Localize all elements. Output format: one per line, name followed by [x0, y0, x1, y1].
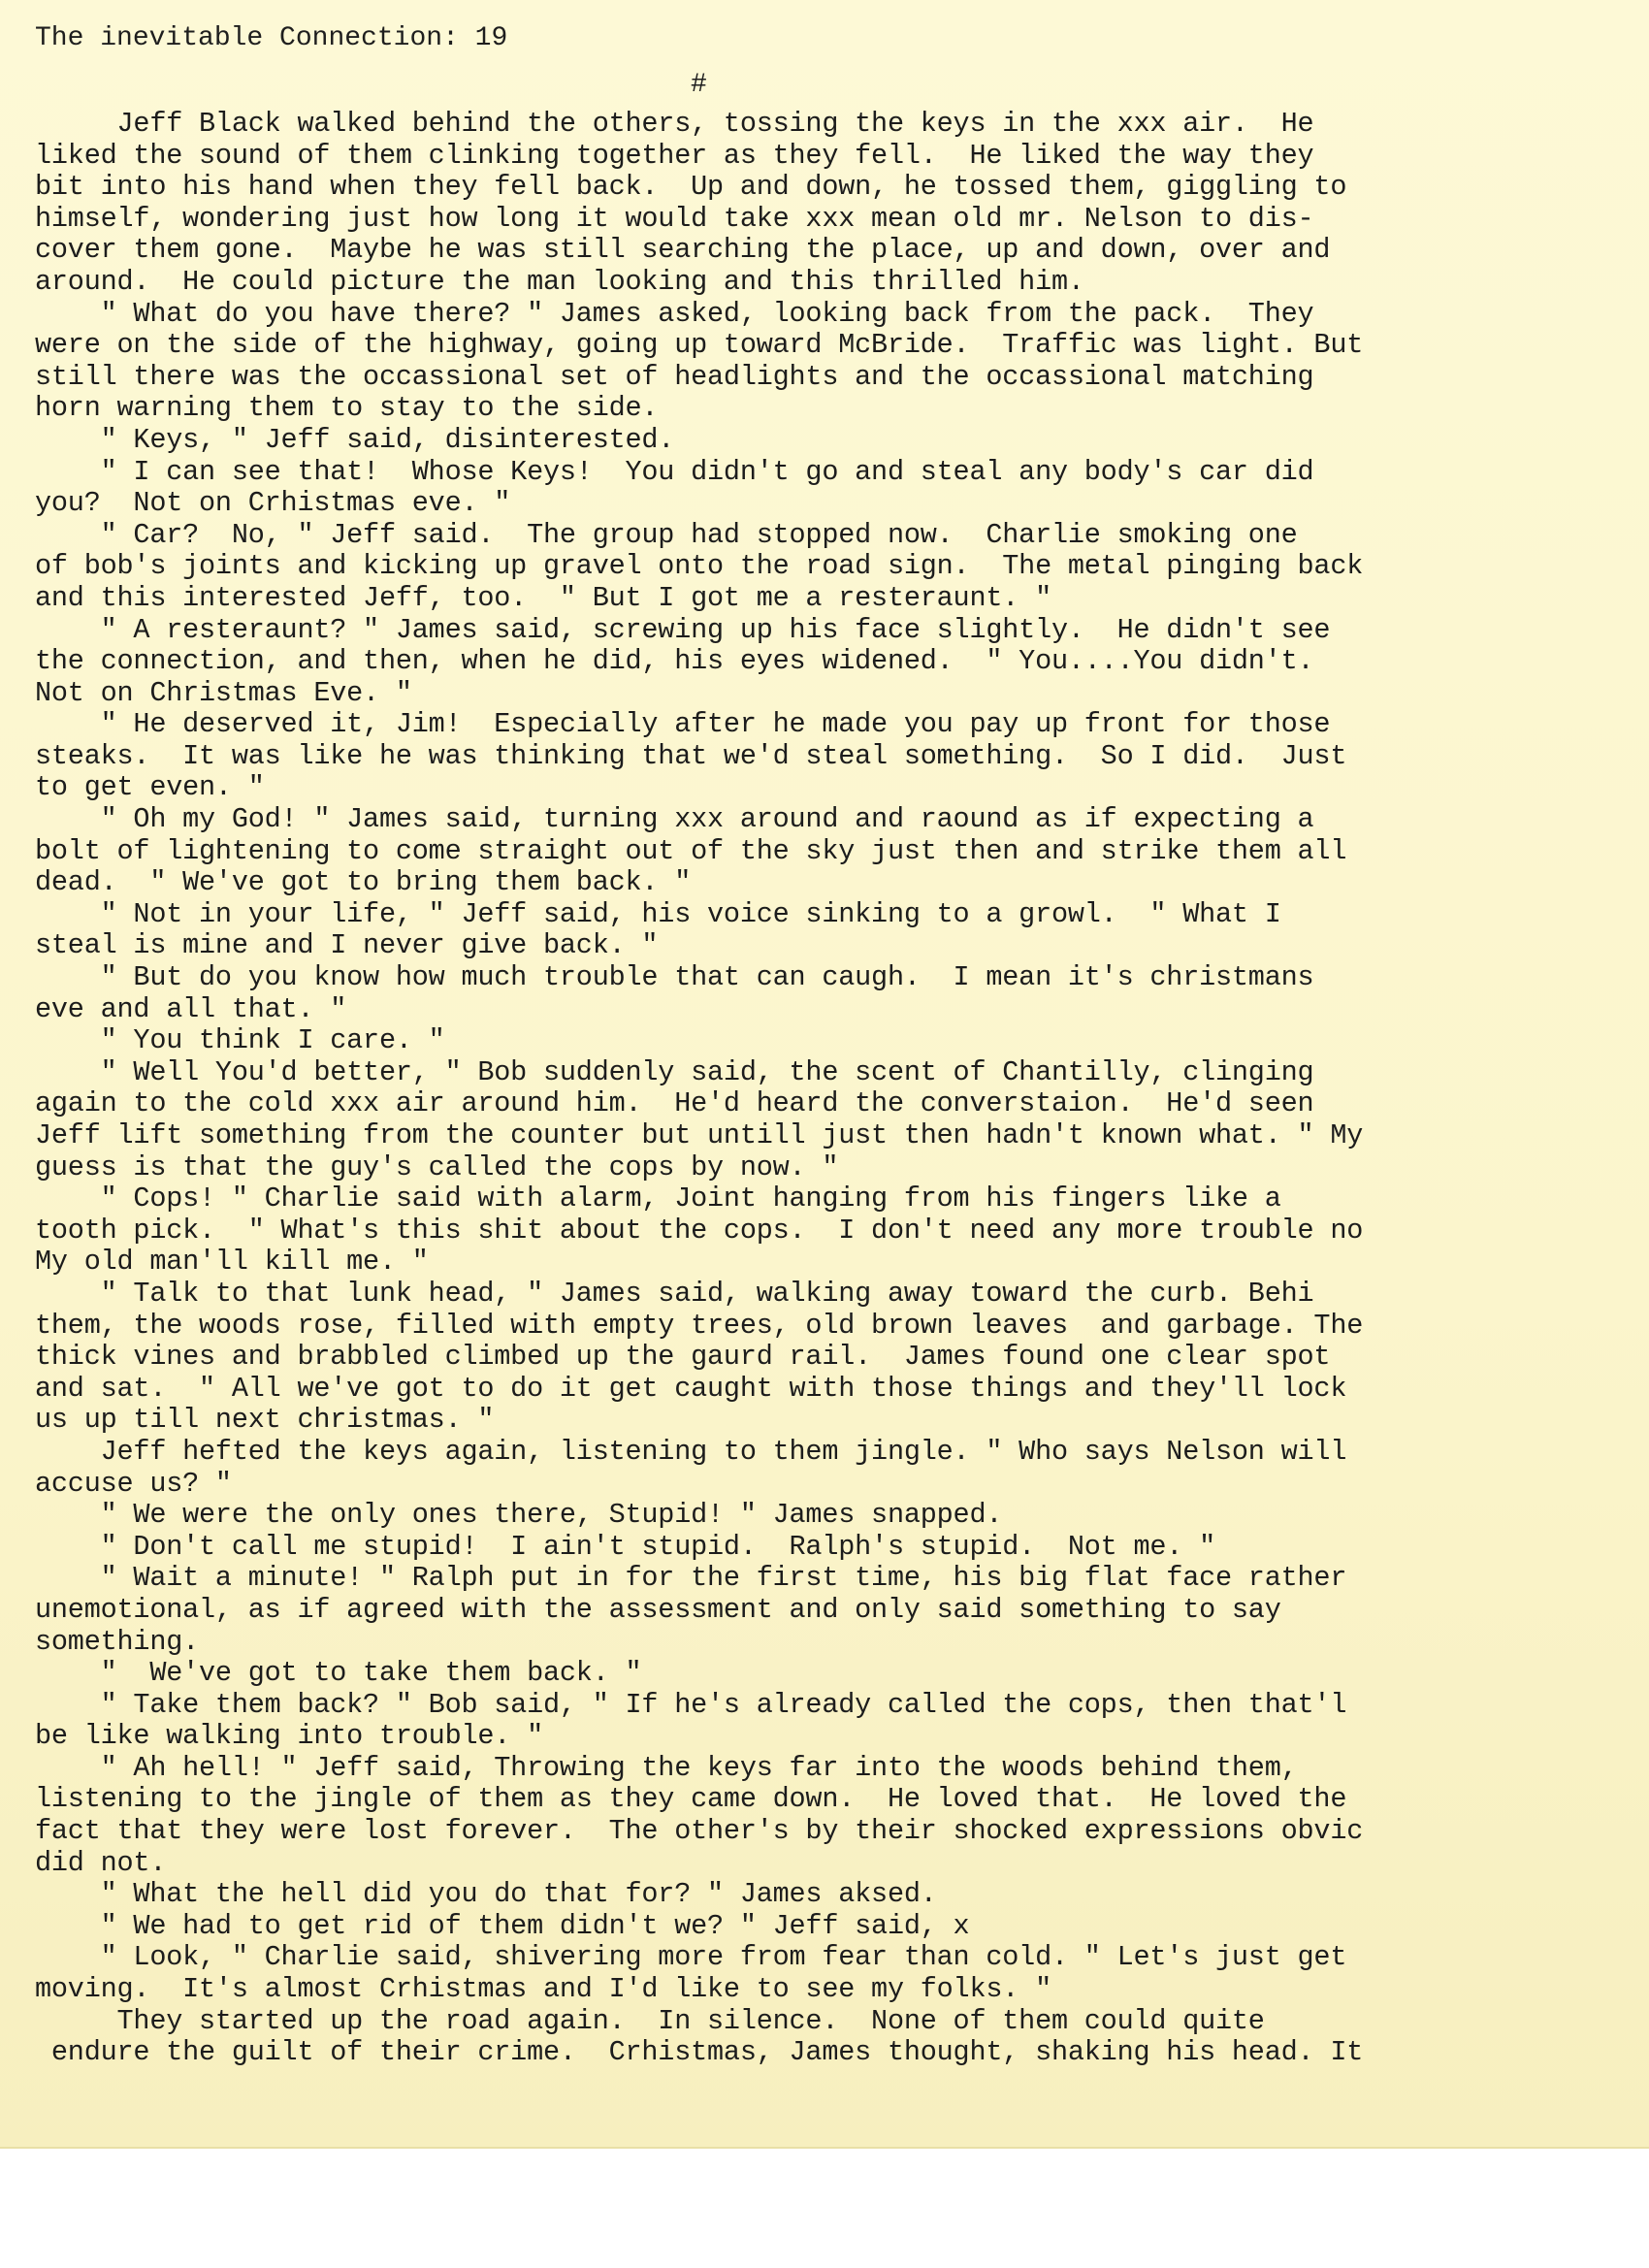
- text-line: to get even. ": [35, 771, 265, 804]
- text-line: Not on Christmas Eve. ": [35, 676, 412, 709]
- text-line: bit into his hand when they fell back. Up and down, he tossed them, giggling to: [35, 171, 1347, 204]
- text-line: of bob's joints and kicking up gravel onto the road sign. The metal pinging back: [35, 550, 1364, 583]
- text-line: " A resteraunt? " James said, screwing up his face slightly. He didn't see: [35, 613, 1331, 646]
- text-line: " Take them back? " Bob said, " If he's already called the cops, then that'l: [35, 1688, 1347, 1721]
- text-line: " Not in your life, " Jeff said, his voice sinking to a growl. " What I: [35, 897, 1281, 930]
- text-line: " We were the only ones there, Stupid! " James snapped.: [35, 1499, 1003, 1532]
- text-line: " Keys, " Jeff said, disinterested.: [35, 423, 675, 456]
- page-header: The inevitable Connection: 19: [35, 23, 508, 53]
- text-line: " Look, " Charlie said, shivering more from fear than cold. " Let's just get: [35, 1941, 1347, 1974]
- text-line: guess is that the guy's called the cops by now. ": [35, 1150, 839, 1183]
- text-line: Jeff Black walked behind the others, tossing the keys in the xxx air. He: [35, 108, 1314, 140]
- text-line: dead. " We've got to bring them back. ": [35, 866, 692, 899]
- text-line: thick vines and brabbled climbed up the gaurd rail. James found one clear spot: [35, 1341, 1331, 1374]
- text-line: " He deserved it, Jim! Especially after he made you pay up front for those: [35, 708, 1331, 741]
- text-line: tooth pick. " What's this shit about the cops. I don't need any more trouble no: [35, 1214, 1364, 1247]
- text-line: eve and all that. ": [35, 992, 347, 1025]
- text-line: cover them gone. Maybe he was still searching the place, up and down, over and: [35, 234, 1331, 267]
- text-line: " We had to get rid of them didn't we? " Jeff said, x: [35, 1909, 970, 1942]
- text-line: My old man'll kill me. ": [35, 1246, 429, 1279]
- text-line: " Talk to that lunk head, " James said, walking away toward the curb. Behi: [35, 1277, 1314, 1310]
- manuscript-body: [35, 109, 1363, 2069]
- section-separator: #: [691, 70, 707, 100]
- text-line: liked the sound of them clinking together as they fell. He liked the way they: [35, 139, 1314, 172]
- text-line: moving. It's almost Crhistmas and I'd like to see my folks. ": [35, 1973, 1051, 2006]
- text-line: them, the woods rose, filled with empty trees, old brown leaves and garbage. The: [35, 1309, 1364, 1342]
- text-line: " What the hell did you do that for? " James aksed.: [35, 1878, 937, 1911]
- text-line: were on the side of the highway, going up toward McBride. Traffic was light. But: [35, 329, 1364, 362]
- text-line: " What do you have there? " James asked, looking back from the pack. They: [35, 297, 1314, 330]
- text-line: " I can see that! Whose Keys! You didn't go and steal any body's car did: [35, 455, 1314, 488]
- text-line: and sat. " All we've got to do it get caught with those things and they'll lock: [35, 1372, 1347, 1405]
- text-line: us up till next christmas. ": [35, 1404, 495, 1437]
- text-line: " But do you know how much trouble that can caugh. I mean it's christmans: [35, 961, 1314, 994]
- text-line: horn warning them to stay to the side.: [35, 392, 659, 425]
- text-line: " We've got to take them back. ": [35, 1657, 642, 1690]
- text-line: did not.: [35, 1846, 167, 1879]
- text-line: endure the guilt of their crime. Crhistmas, James thought, shaking his head. It: [35, 2036, 1364, 2069]
- text-line: " Wait a minute! " Ralph put in for the first time, his big flat face rather: [35, 1562, 1347, 1595]
- text-line: fact that they were lost forever. The other's by their shocked expressions obvic: [35, 1815, 1364, 1848]
- text-line: " Car? No, " Jeff said. The group had stopped now. Charlie smoking one: [35, 518, 1298, 551]
- text-line: listening to the jingle of them as they came down. He loved that. He loved the: [35, 1783, 1347, 1816]
- text-line: you? Not on Crhistmas eve. ": [35, 487, 511, 520]
- text-line: himself, wondering just how long it would take xxx mean old mr. Nelson to dis-: [35, 202, 1314, 235]
- text-line: and this interested Jeff, too. " But I got me a resteraunt. ": [35, 581, 1051, 614]
- text-line: steal is mine and I never give back. ": [35, 929, 659, 962]
- text-line: be like walking into trouble. ": [35, 1720, 543, 1753]
- text-line: accuse us? ": [35, 1467, 232, 1500]
- text-line: " Cops! " Charlie said with alarm, Joint hanging from his fingers like a: [35, 1183, 1281, 1215]
- text-line: Jeff hefted the keys again, listening to them jingle. " Who says Nelson will: [35, 1435, 1347, 1468]
- text-line: something.: [35, 1625, 200, 1658]
- text-line: still there was the occassional set of headlights and the occassional matching: [35, 360, 1314, 393]
- text-line: " Don't call me stupid! I ain't stupid. Ralph's stupid. Not me. ": [35, 1530, 1216, 1563]
- text-line: the connection, and then, when he did, his eyes widened. " You....You didn't.: [35, 645, 1314, 678]
- text-line: steaks. It was like he was thinking that we'd steal something. So I did. Just: [35, 739, 1347, 772]
- text-line: bolt of lightening to come straight out of the sky just then and strike them all: [35, 834, 1347, 867]
- text-line: Jeff lift something from the counter but untill just then hadn't known what. " My: [35, 1119, 1364, 1151]
- text-line: unemotional, as if agreed with the assessment and only said something to say: [35, 1593, 1281, 1626]
- text-line: " Ah hell! " Jeff said, Throwing the keys far into the woods behind them,: [35, 1751, 1298, 1784]
- text-line: " Well You'd better, " Bob suddenly said, the scent of Chantilly, clinging: [35, 1055, 1314, 1088]
- text-line: " You think I care. ": [35, 1024, 445, 1057]
- text-line: They started up the road again. In silence. None of them could quite: [35, 2004, 1265, 2037]
- text-line: around. He could picture the man looking and this thrilled him.: [35, 265, 1084, 298]
- text-line: again to the cold xxx air around him. He'd heard the converstaion. He'd seen: [35, 1087, 1314, 1120]
- text-line: " Oh my God! " James said, turning xxx around and raound as if expecting a: [35, 803, 1314, 836]
